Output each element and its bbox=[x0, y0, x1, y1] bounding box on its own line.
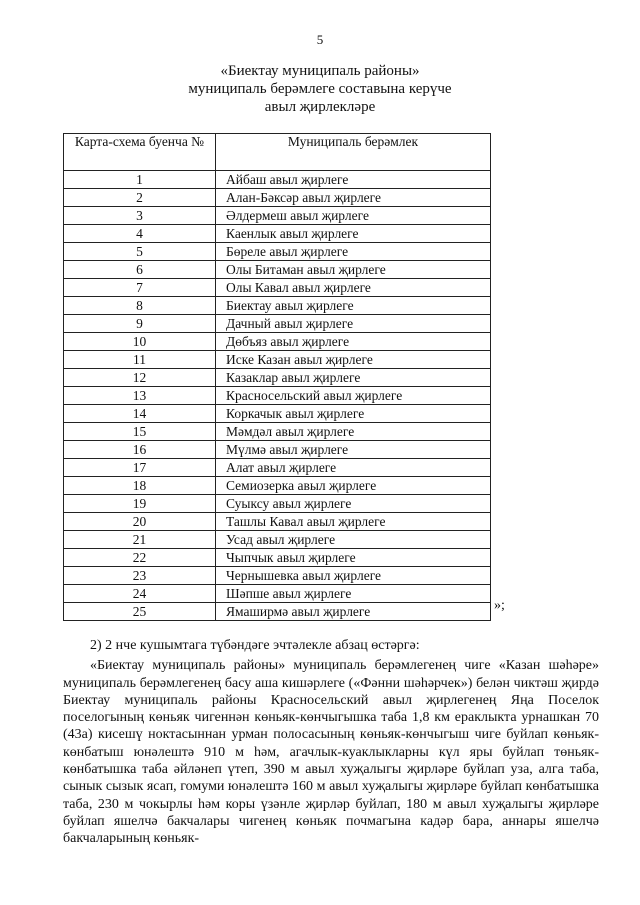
header-municipality: Муниципаль берәмлек bbox=[216, 134, 491, 171]
heading-line-1: «Биектау муниципаль районы» bbox=[220, 63, 420, 79]
row-number: 7 bbox=[64, 279, 216, 297]
row-number: 11 bbox=[64, 351, 216, 369]
row-name: Айбаш авыл җирлеге bbox=[216, 171, 491, 189]
table-row bbox=[64, 531, 491, 549]
table-header-row bbox=[64, 134, 491, 171]
row-number: 1 bbox=[64, 171, 216, 189]
table-row bbox=[64, 207, 491, 225]
row-name: Әлдермеш авыл җирлеге bbox=[216, 207, 491, 225]
table-row bbox=[64, 243, 491, 261]
table-row bbox=[64, 369, 491, 387]
row-number: 6 bbox=[64, 261, 216, 279]
row-number: 16 bbox=[64, 441, 216, 459]
table-row bbox=[64, 297, 491, 315]
row-name: Биектау авыл җирлеге bbox=[216, 297, 491, 315]
row-name: Казаклар авыл җирлеге bbox=[216, 369, 491, 387]
row-number: 8 bbox=[64, 297, 216, 315]
amendment-item: 2) 2 нче кушымтага түбәндәге эчтәлекле абзац өстәргә: bbox=[90, 638, 420, 653]
boundary-description: «Биектау муниципаль районы» муниципаль берәмлегенең чиге «Казан шәһәре» муниципаль берәмлегенең басу аша кишәрлеге («Фәнни шәһәрчек») белән чиктәш җирдә Биектау муниципаль районы Красносельский авыл җирлегенең Яңа Поселок поселогының көньяк чигеннән көньяк-көнчыгышка таба 1,8 км ераклыкта урнашкан 70 (43а) кисешү ноктасыннан урман полосасының көньяк-көнчыгыш чиге буйлап көньяк-көнбатыш юнәлештә 910 м һәм, агачлык-куаклыкларны күл яры буйлап төньяк-көнбатышка таба әйләнеп үтеп, 390 м авыл хуҗалыгы җирләре буйлап уза, алга таба, сынык сызык ясап, гомуми юнәлештә 160 м авыл хуҗалыгы җирләре буйлап көнбатышка таба, 230 м чокырлы һәм коры үзәнле җирләр буйлап, 180 м авыл хуҗалыгы җирләре буйлап яшелчә бакчалары чигенең көньяк почмагына кадәр бара, аннары яшелчә бакчаларының көньяк- bbox=[63, 658, 599, 847]
row-name: Дачный авыл җирлеге bbox=[216, 315, 491, 333]
table-row bbox=[64, 549, 491, 567]
row-name: Суыксу авыл җирлеге bbox=[216, 495, 491, 513]
row-name: Красносельский авыл җирлеге bbox=[216, 387, 491, 405]
row-number: 9 bbox=[64, 315, 216, 333]
row-number: 21 bbox=[64, 531, 216, 549]
body-text bbox=[63, 637, 599, 848]
table-row bbox=[64, 513, 491, 531]
row-number: 10 bbox=[64, 333, 216, 351]
heading-line-2: муниципаль берәмлеге составына керүче bbox=[188, 81, 452, 97]
row-name: Шәпше авыл җирлеге bbox=[216, 585, 491, 603]
row-name: Чернышевка авыл җирлеге bbox=[216, 567, 491, 585]
row-name: Мәмдәл авыл җирлеге bbox=[216, 423, 491, 441]
table-row bbox=[64, 567, 491, 585]
row-name: Чыпчык авыл җирлеге bbox=[216, 549, 491, 567]
row-number: 18 bbox=[64, 477, 216, 495]
row-number: 24 bbox=[64, 585, 216, 603]
row-number: 19 bbox=[64, 495, 216, 513]
row-number: 17 bbox=[64, 459, 216, 477]
row-number: 15 bbox=[64, 423, 216, 441]
municipalities-table bbox=[63, 133, 491, 621]
row-name: Каенлык авыл җирлеге bbox=[216, 225, 491, 243]
table-closing-quote: »; bbox=[494, 598, 505, 613]
table-row bbox=[64, 459, 491, 477]
row-number: 13 bbox=[64, 387, 216, 405]
table-row bbox=[64, 333, 491, 351]
row-name: Мүлмә авыл җирлеге bbox=[216, 441, 491, 459]
table-row bbox=[64, 603, 491, 621]
row-name: Бөреле авыл җирлеге bbox=[216, 243, 491, 261]
table-row bbox=[64, 225, 491, 243]
table-row bbox=[64, 477, 491, 495]
row-name: Иске Казан авыл җирлеге bbox=[216, 351, 491, 369]
table-row bbox=[64, 261, 491, 279]
row-name: Олы Кавал авыл җирлеге bbox=[216, 279, 491, 297]
table-row bbox=[64, 495, 491, 513]
row-number: 3 bbox=[64, 207, 216, 225]
table-row bbox=[64, 315, 491, 333]
table-row bbox=[64, 423, 491, 441]
document-heading bbox=[0, 62, 640, 116]
row-number: 25 bbox=[64, 603, 216, 621]
header-map-number: Карта-схема буенча № bbox=[64, 134, 216, 171]
table-row bbox=[64, 585, 491, 603]
row-number: 14 bbox=[64, 405, 216, 423]
row-name: Усад авыл җирлеге bbox=[216, 531, 491, 549]
row-name: Семиозерка авыл җирлеге bbox=[216, 477, 491, 495]
row-number: 2 bbox=[64, 189, 216, 207]
row-name: Ташлы Кавал авыл җирлеге bbox=[216, 513, 491, 531]
row-name: Коркачык авыл җирлеге bbox=[216, 405, 491, 423]
table-row bbox=[64, 351, 491, 369]
row-name: Дөбъяз авыл җирлеге bbox=[216, 333, 491, 351]
row-number: 4 bbox=[64, 225, 216, 243]
row-number: 23 bbox=[64, 567, 216, 585]
table-row bbox=[64, 279, 491, 297]
table-row bbox=[64, 189, 491, 207]
table-row bbox=[64, 405, 491, 423]
row-number: 20 bbox=[64, 513, 216, 531]
table-row bbox=[64, 171, 491, 189]
table-row bbox=[64, 441, 491, 459]
row-name: Алат авыл җирлеге bbox=[216, 459, 491, 477]
row-number: 5 bbox=[64, 243, 216, 261]
heading-line-3: авыл җирлекләре bbox=[264, 99, 376, 115]
row-name: Олы Битаман авыл җирлеге bbox=[216, 261, 491, 279]
row-name: Алан-Бәксәр авыл җирлеге bbox=[216, 189, 491, 207]
row-number: 22 bbox=[64, 549, 216, 567]
table-row bbox=[64, 387, 491, 405]
row-number: 12 bbox=[64, 369, 216, 387]
row-name: Ямаширмә авыл җирлеге bbox=[216, 603, 491, 621]
page-number: 5 bbox=[316, 32, 324, 47]
